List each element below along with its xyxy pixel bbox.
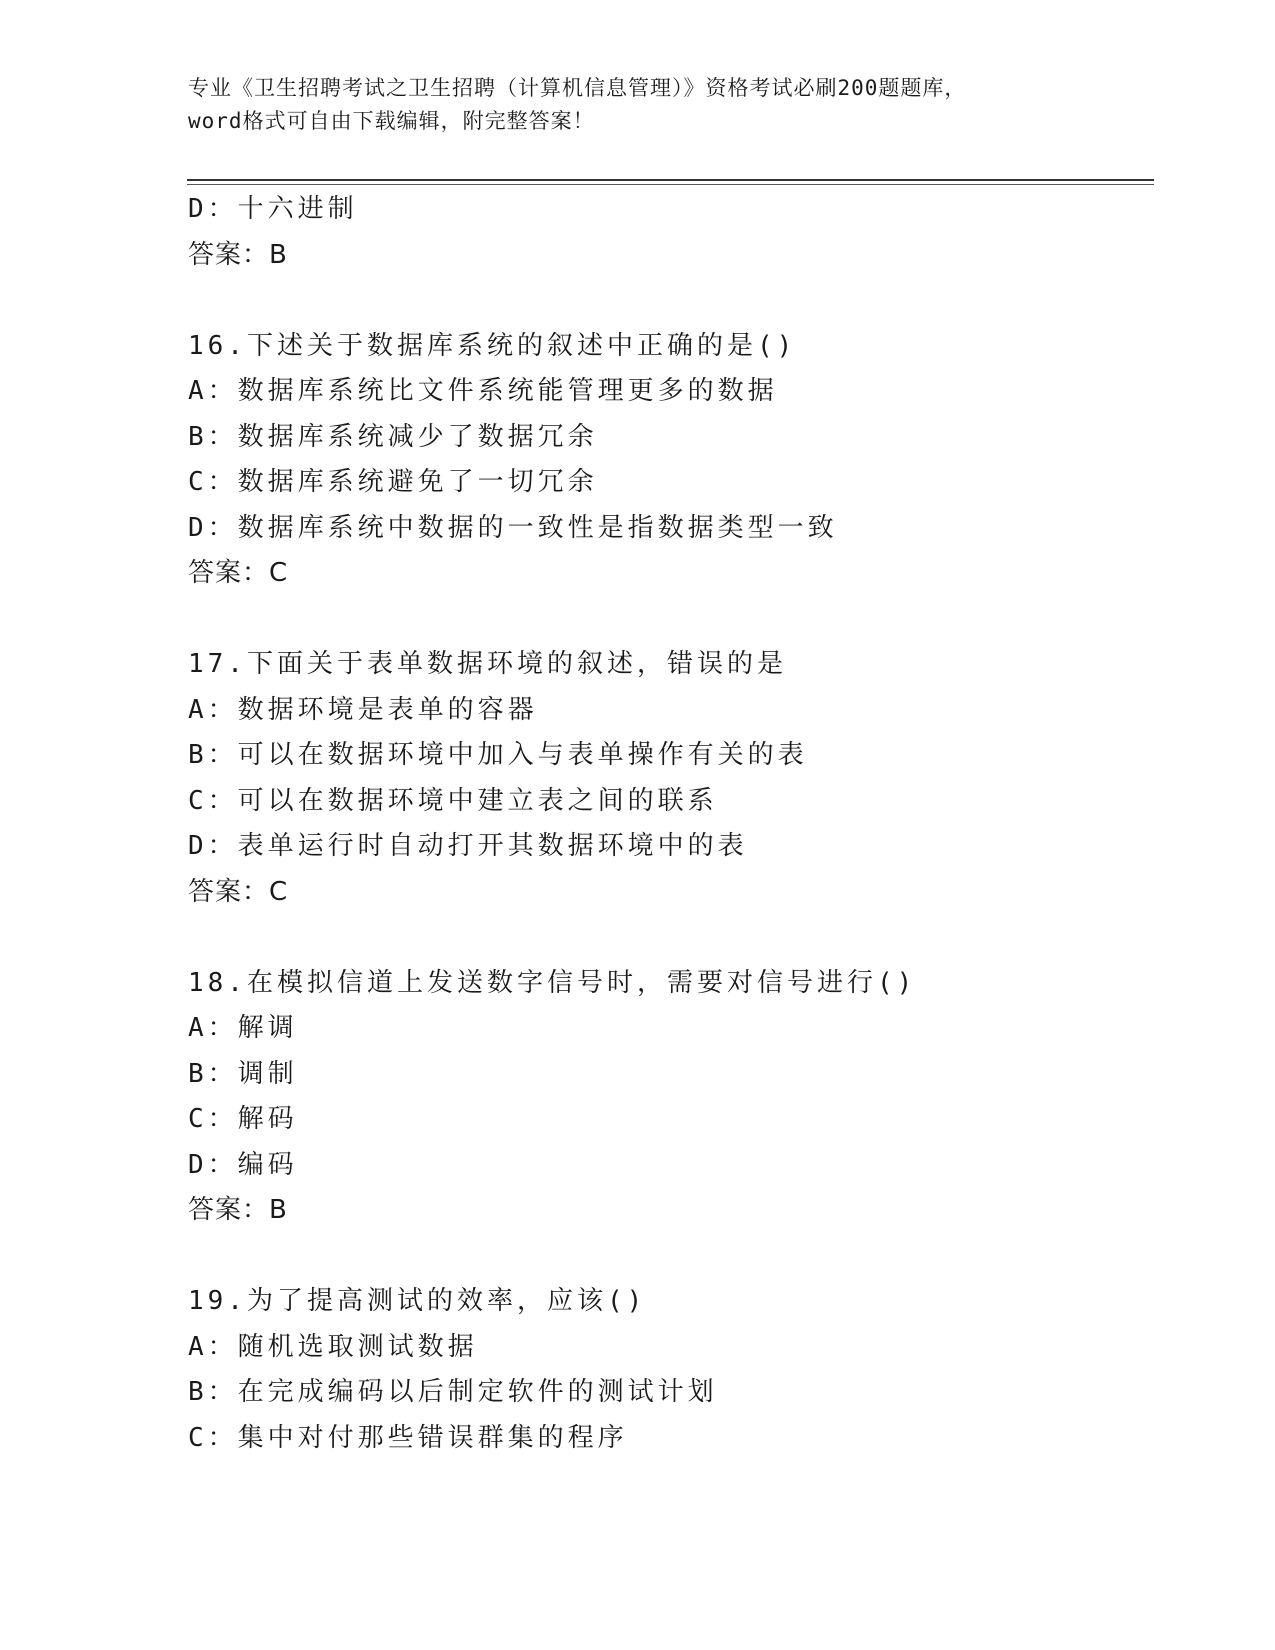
document-header (188, 72, 1108, 138)
header-title-line-2: word格式可自由下载编辑，附完整答案！ (188, 109, 595, 133)
option-b: B：可以在数据环境中加入与表单操作有关的表 (188, 740, 808, 770)
option-d: D：表单运行时自动打开其数据环境中的表 (188, 831, 748, 861)
question-16 (188, 324, 1148, 597)
question-18 (188, 961, 1148, 1234)
answer-line: 答案：C (188, 876, 289, 907)
question-stem: 16.下述关于数据库系统的叙述中正确的是() (188, 330, 797, 361)
option-a: A：数据库系统比文件系统能管理更多的数据 (188, 376, 778, 406)
question-stem: 19.为了提高测试的效率，应该() (188, 1286, 647, 1316)
option-c: C：解码 (188, 1104, 298, 1134)
option-b: B：调制 (188, 1058, 298, 1089)
question-list (188, 187, 1148, 1461)
option-c: C：数据库系统避免了一切冗余 (188, 467, 598, 497)
header-title-line-1: 专业《卫生招聘考试之卫生招聘（计算机信息管理）》资格考试必刷200题题库， (188, 76, 967, 100)
answer-line: 答案：C (188, 558, 289, 588)
question-19 (188, 1279, 1148, 1461)
option-c: C：集中对付那些错误群集的程序 (188, 1422, 628, 1453)
option-d: D：十六进制 (188, 194, 358, 224)
answer-line: 答案：B (188, 239, 288, 270)
option-d: D：数据库系统中数据的一致性是指数据类型一致 (188, 512, 838, 543)
option-b: B：数据库系统减少了数据冗余 (188, 421, 598, 452)
question-fragment (188, 187, 1148, 278)
header-divider-thin (187, 184, 1154, 185)
question-17 (188, 642, 1148, 915)
option-c: C：可以在数据环境中建立表之间的联系 (188, 785, 718, 816)
question-stem: 17.下面关于表单数据环境的叙述，错误的是 (188, 649, 787, 679)
option-a: A：数据环境是表单的容器 (188, 694, 538, 725)
option-d: D：编码 (188, 1149, 298, 1180)
header-divider (187, 179, 1154, 181)
question-stem: 18.在模拟信道上发送数字信号时，需要对信号进行() (188, 967, 917, 998)
answer-line: 答案：B (188, 1195, 288, 1225)
option-a: A：解调 (188, 1013, 298, 1043)
option-b: B：在完成编码以后制定软件的测试计划 (188, 1377, 718, 1407)
option-a: A：随机选取测试数据 (188, 1331, 478, 1362)
